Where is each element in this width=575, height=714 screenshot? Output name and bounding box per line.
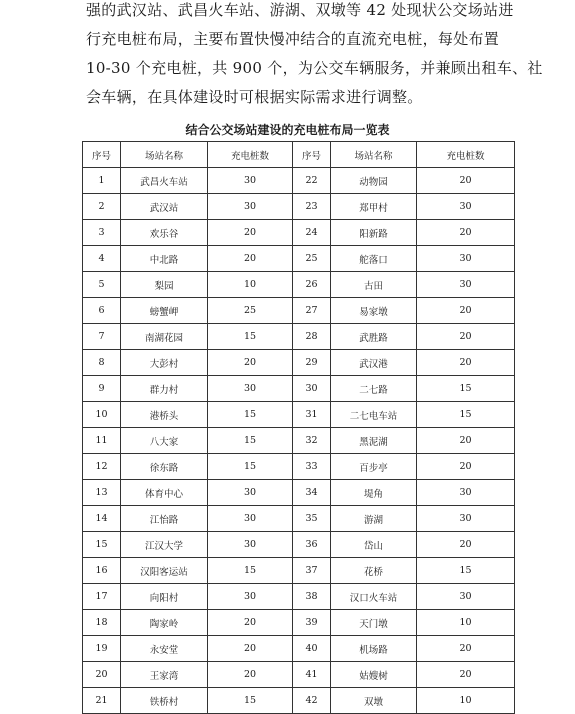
- station-name-cell: 天门墩: [331, 610, 417, 636]
- body-paragraph: [86, 0, 543, 112]
- row-number-cell: 22: [293, 168, 331, 194]
- row-number-cell: 7: [83, 324, 121, 350]
- table-row: [83, 454, 515, 480]
- row-number-cell: 3: [83, 220, 121, 246]
- table-row: [83, 610, 515, 636]
- row-number-cell: 34: [293, 480, 331, 506]
- station-name-cell: 陶家岭: [121, 610, 208, 636]
- charger-count-cell: 25: [208, 298, 293, 324]
- charger-count-cell: 15: [208, 558, 293, 584]
- table-row: [83, 662, 515, 688]
- charger-count-cell: 20: [417, 636, 515, 662]
- charger-count-cell: 15: [208, 402, 293, 428]
- table-row: [83, 402, 515, 428]
- charger-count-cell: 30: [417, 584, 515, 610]
- row-number-cell: 35: [293, 506, 331, 532]
- row-number-cell: 37: [293, 558, 331, 584]
- table-row: [83, 194, 515, 220]
- row-number-cell: 17: [83, 584, 121, 610]
- station-name-cell: 武昌火车站: [121, 168, 208, 194]
- row-number-cell: 8: [83, 350, 121, 376]
- row-number-cell: 31: [293, 402, 331, 428]
- table-row: [83, 558, 515, 584]
- table-row: [83, 350, 515, 376]
- row-number-cell: 27: [293, 298, 331, 324]
- charging-station-table: [82, 141, 515, 714]
- charger-count-cell: 30: [208, 506, 293, 532]
- station-name-cell: 江汉大学: [121, 532, 208, 558]
- table-row: [83, 168, 515, 194]
- row-number-cell: 19: [83, 636, 121, 662]
- row-number-cell: 10: [83, 402, 121, 428]
- charger-count-cell: 15: [208, 688, 293, 714]
- station-name-cell: 汉阳客运站: [121, 558, 208, 584]
- station-name-cell: 动物园: [331, 168, 417, 194]
- station-name-cell: 游湖: [331, 506, 417, 532]
- header-cell: 充电桩数: [417, 142, 515, 168]
- charger-count-cell: 30: [208, 376, 293, 402]
- charger-count-cell: 30: [208, 168, 293, 194]
- charger-count-cell: 20: [417, 298, 515, 324]
- charger-count-cell: 20: [208, 350, 293, 376]
- row-number-cell: 25: [293, 246, 331, 272]
- table-row: [83, 636, 515, 662]
- station-name-cell: 二七电车站: [331, 402, 417, 428]
- row-number-cell: 9: [83, 376, 121, 402]
- row-number-cell: 36: [293, 532, 331, 558]
- station-name-cell: 永安堂: [121, 636, 208, 662]
- table-row: [83, 428, 515, 454]
- station-name-cell: 双墩: [331, 688, 417, 714]
- row-number-cell: 26: [293, 272, 331, 298]
- paragraph-line: 10-30 个充电桩，共 900 个，为公交车辆服务，并兼顾出租车、社: [86, 59, 543, 77]
- row-number-cell: 12: [83, 454, 121, 480]
- header-cell: 序号: [293, 142, 331, 168]
- row-number-cell: 1: [83, 168, 121, 194]
- row-number-cell: 16: [83, 558, 121, 584]
- charger-count-cell: 20: [208, 636, 293, 662]
- station-name-cell: 向阳村: [121, 584, 208, 610]
- charger-count-cell: 20: [417, 532, 515, 558]
- charger-count-cell: 20: [417, 428, 515, 454]
- station-name-cell: 百步亭: [331, 454, 417, 480]
- charger-count-cell: 20: [417, 324, 515, 350]
- row-number-cell: 24: [293, 220, 331, 246]
- station-name-cell: 汉口火车站: [331, 584, 417, 610]
- station-name-cell: 机场路: [331, 636, 417, 662]
- charger-count-cell: 20: [417, 662, 515, 688]
- header-cell: 场站名称: [121, 142, 208, 168]
- charger-count-cell: 30: [208, 194, 293, 220]
- row-number-cell: 20: [83, 662, 121, 688]
- charger-count-cell: 30: [417, 246, 515, 272]
- charger-count-cell: 30: [208, 584, 293, 610]
- charger-count-cell: 15: [417, 558, 515, 584]
- charger-count-cell: 10: [417, 610, 515, 636]
- row-number-cell: 42: [293, 688, 331, 714]
- table-row: [83, 480, 515, 506]
- station-name-cell: 群力村: [121, 376, 208, 402]
- row-number-cell: 13: [83, 480, 121, 506]
- table-row: [83, 532, 515, 558]
- paragraph-line: 行充电桩布局，主要布置快慢冲结合的直流充电桩，每处布置: [86, 30, 500, 48]
- row-number-cell: 39: [293, 610, 331, 636]
- header-cell: 场站名称: [331, 142, 417, 168]
- charger-count-cell: 20: [417, 168, 515, 194]
- charger-count-cell: 30: [417, 272, 515, 298]
- station-name-cell: 堤角: [331, 480, 417, 506]
- row-number-cell: 33: [293, 454, 331, 480]
- table-body: [83, 142, 515, 714]
- station-name-cell: 江怡路: [121, 506, 208, 532]
- table-row: [83, 246, 515, 272]
- station-name-cell: 姑嫂树: [331, 662, 417, 688]
- charger-count-cell: 15: [417, 376, 515, 402]
- row-number-cell: 23: [293, 194, 331, 220]
- table-row: [83, 688, 515, 714]
- row-number-cell: 15: [83, 532, 121, 558]
- charger-count-cell: 15: [208, 428, 293, 454]
- row-number-cell: 5: [83, 272, 121, 298]
- station-name-cell: 王家湾: [121, 662, 208, 688]
- table-title: 结合公交场站建设的充电桩布局一览表: [185, 123, 390, 137]
- table-row: [83, 376, 515, 402]
- row-number-cell: 41: [293, 662, 331, 688]
- table-row: [83, 298, 515, 324]
- row-number-cell: 28: [293, 324, 331, 350]
- station-name-cell: 舵落口: [331, 246, 417, 272]
- station-name-cell: 铁桥村: [121, 688, 208, 714]
- charger-count-cell: 30: [417, 480, 515, 506]
- charger-count-cell: 15: [417, 402, 515, 428]
- charger-count-cell: 30: [208, 480, 293, 506]
- paragraph-line: 强的武汉站、武昌火车站、游湖、双墩等 42 处现状公交场站进: [86, 1, 514, 19]
- charger-count-cell: 10: [208, 272, 293, 298]
- charger-count-cell: 30: [417, 194, 515, 220]
- table-header-row: [83, 142, 515, 168]
- row-number-cell: 18: [83, 610, 121, 636]
- station-name-cell: 体育中心: [121, 480, 208, 506]
- station-name-cell: 螃蟹岬: [121, 298, 208, 324]
- charger-count-cell: 20: [417, 220, 515, 246]
- charger-count-cell: 30: [208, 532, 293, 558]
- row-number-cell: 14: [83, 506, 121, 532]
- station-name-cell: 岱山: [331, 532, 417, 558]
- row-number-cell: 30: [293, 376, 331, 402]
- station-name-cell: 欢乐谷: [121, 220, 208, 246]
- station-name-cell: 武胜路: [331, 324, 417, 350]
- charger-count-cell: 15: [208, 454, 293, 480]
- paragraph-line: 会车辆，在具体建设时可根据实际需求进行调整。: [86, 88, 423, 106]
- table-row: [83, 584, 515, 610]
- station-name-cell: 郑甲村: [331, 194, 417, 220]
- row-number-cell: 11: [83, 428, 121, 454]
- row-number-cell: 4: [83, 246, 121, 272]
- row-number-cell: 40: [293, 636, 331, 662]
- table-row: [83, 220, 515, 246]
- station-name-cell: 黑泥湖: [331, 428, 417, 454]
- station-name-cell: 中北路: [121, 246, 208, 272]
- station-name-cell: 武汉站: [121, 194, 208, 220]
- row-number-cell: 6: [83, 298, 121, 324]
- table-row: [83, 324, 515, 350]
- header-cell: 序号: [83, 142, 121, 168]
- header-cell: 充电桩数: [208, 142, 293, 168]
- station-name-cell: 大彭村: [121, 350, 208, 376]
- station-name-cell: 易家墩: [331, 298, 417, 324]
- charger-count-cell: 10: [417, 688, 515, 714]
- row-number-cell: 38: [293, 584, 331, 610]
- station-name-cell: 八大家: [121, 428, 208, 454]
- station-name-cell: 南湖花园: [121, 324, 208, 350]
- table-row: [83, 506, 515, 532]
- charger-count-cell: 20: [208, 220, 293, 246]
- charger-count-cell: 20: [208, 662, 293, 688]
- station-name-cell: 徐东路: [121, 454, 208, 480]
- charger-count-cell: 15: [208, 324, 293, 350]
- station-name-cell: 武汉港: [331, 350, 417, 376]
- station-name-cell: 花桥: [331, 558, 417, 584]
- charger-count-cell: 20: [417, 454, 515, 480]
- row-number-cell: 32: [293, 428, 331, 454]
- charger-count-cell: 20: [208, 610, 293, 636]
- row-number-cell: 21: [83, 688, 121, 714]
- station-name-cell: 梨园: [121, 272, 208, 298]
- station-name-cell: 港桥头: [121, 402, 208, 428]
- charger-count-cell: 20: [208, 246, 293, 272]
- row-number-cell: 2: [83, 194, 121, 220]
- station-name-cell: 二七路: [331, 376, 417, 402]
- charger-count-cell: 30: [417, 506, 515, 532]
- station-name-cell: 古田: [331, 272, 417, 298]
- table-row: [83, 272, 515, 298]
- charger-count-cell: 20: [417, 350, 515, 376]
- station-name-cell: 阳新路: [331, 220, 417, 246]
- row-number-cell: 29: [293, 350, 331, 376]
